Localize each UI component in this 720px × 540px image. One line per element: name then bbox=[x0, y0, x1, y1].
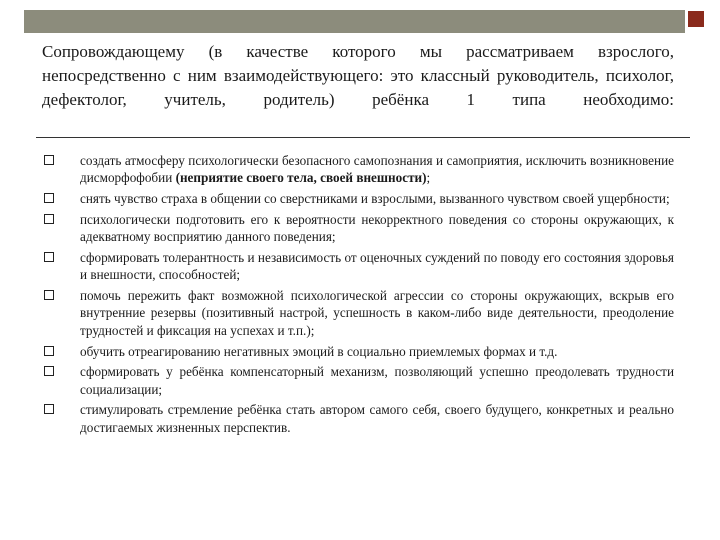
list-item bbox=[42, 363, 674, 398]
list-item bbox=[42, 249, 674, 284]
list-item bbox=[42, 401, 674, 436]
list-item-text: помочь пережить факт возможной психологической агрессии со стороны окружающих, вскрыв его внутренние резервы (позитивный настрой, успешность в каком-либо виде деятельности, преодоление трудностей и фиксация на успехах и т.п.); bbox=[80, 288, 674, 338]
list-item bbox=[42, 190, 674, 207]
square-bullet-icon bbox=[44, 193, 54, 203]
square-bullet-icon bbox=[44, 252, 54, 262]
intro-paragraph: Сопровождающему (в качестве которого мы рассматриваем взрослого, непосредственно с ним взаимодействующего: это классный руководитель, психолог, дефектолог, учитель, родитель) ребёнка 1 типа необходимо: bbox=[42, 42, 674, 109]
bullet-list bbox=[42, 152, 674, 439]
list-item-bold-text: (неприятие своего тела, своей внешности) bbox=[175, 170, 427, 186]
square-bullet-icon bbox=[44, 155, 54, 165]
square-bullet-icon bbox=[44, 346, 54, 356]
list-item bbox=[42, 152, 674, 187]
list-item-text: сформировать у ребёнка компенсаторный механизм, позволяющий успешно преодолевать трудности социализации; bbox=[80, 364, 674, 397]
square-bullet-icon bbox=[44, 214, 54, 224]
list-item-text: снять чувство страха в общении со сверстниками и взрослыми, вызванного чувством своей ущербности; bbox=[80, 191, 670, 207]
square-bullet-icon bbox=[44, 404, 54, 414]
list-item bbox=[42, 343, 674, 360]
list-item-text: сформировать толерантность и независимость от оценочных суждений по поводу его состояния здоровья и внешности, способностей; bbox=[80, 249, 674, 283]
list-item-text: создать атмосферу психологически безопасного самопознания и самоприятия, исключить возникновение дисморфофобии (неприятие своего тела, своей внешности); bbox=[80, 153, 674, 186]
square-bullet-icon bbox=[44, 366, 54, 376]
list-item-text: стимулировать стремление ребёнка стать автором самого себя, своего будущего, конкретных и реально достигаемых жизненных перспектив. bbox=[80, 402, 674, 435]
list-item bbox=[42, 211, 674, 246]
list-item-text: психологически подготовить его к вероятности некорректного поведения со стороны окружающих, к адекватному восприятию данного поведения; bbox=[80, 211, 674, 245]
square-bullet-icon bbox=[44, 290, 54, 300]
corner-square-decoration bbox=[688, 11, 704, 27]
divider-line bbox=[36, 137, 690, 138]
title-bar-decoration bbox=[24, 10, 685, 33]
list-item bbox=[42, 287, 674, 339]
list-item-text: обучить отреагированию негативных эмоций в социально приемлемых формах и т.д. bbox=[80, 343, 558, 359]
